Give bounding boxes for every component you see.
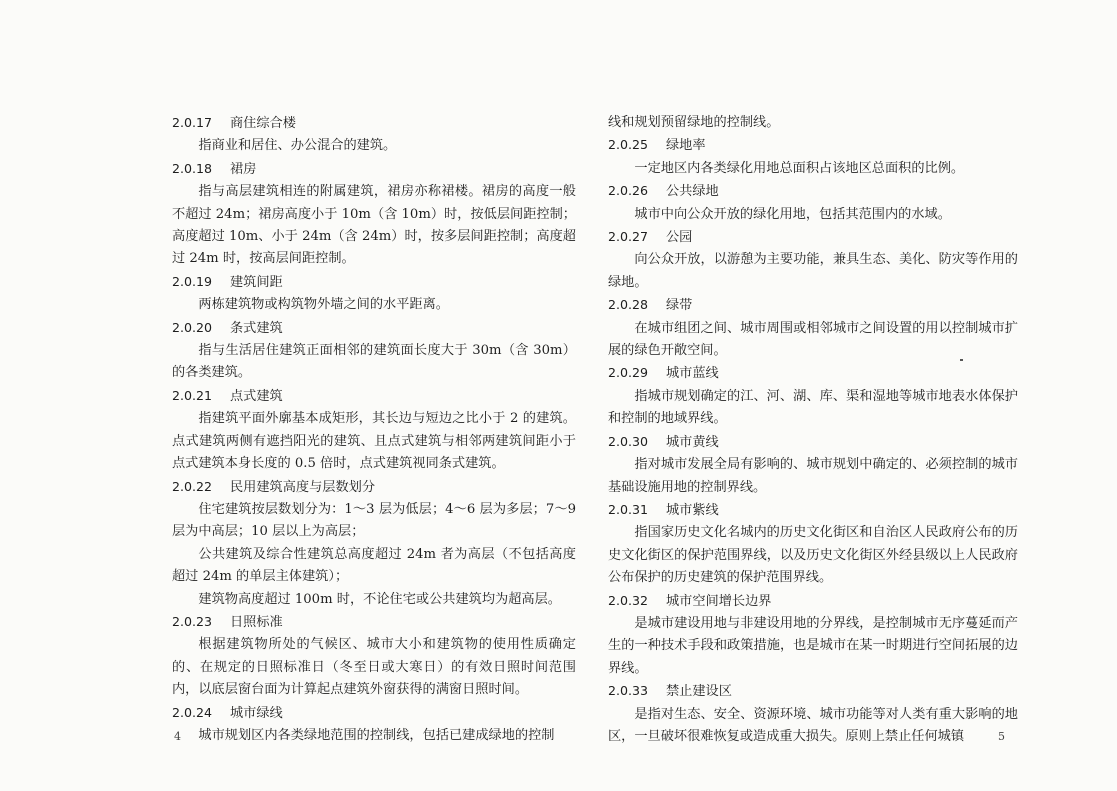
definition-paragraph: 指国家历史文化名城内的历史文化街区和自治区人民政府公布的历史文化街区的保护范围界线，以及历史文化街区外经县级以上人民政府公布保护的历史建筑的保护范围界线。 bbox=[608, 525, 1018, 586]
section-number: 2.0.24 bbox=[172, 704, 213, 720]
section-heading bbox=[608, 499, 1018, 522]
section-title: 公共绿地 bbox=[666, 184, 719, 200]
section-number: 2.0.26 bbox=[608, 183, 649, 199]
scan-speck bbox=[960, 359, 963, 361]
section-number: 2.0.31 bbox=[608, 501, 649, 517]
definition-paragraph: 一定地区内各类绿化用地总面积占该地区总面积的比例。 bbox=[634, 160, 965, 176]
section-heading bbox=[172, 317, 576, 340]
section-heading bbox=[608, 226, 1018, 249]
section-number: 2.0.30 bbox=[608, 433, 649, 449]
section-heading bbox=[608, 431, 1018, 454]
section-number: 2.0.28 bbox=[608, 297, 649, 313]
definition-paragraph: 建筑物高度超过 100m 时，不论住宅或公共建筑均为超高层。 bbox=[198, 591, 561, 607]
definition-paragraph: 向公众开放，以游憩为主要功能，兼具生态、美化、防灾等作用的绿地。 bbox=[608, 252, 1018, 290]
definition-paragraph: 住宅建筑按层数划分为：1～3 层为低层；4～6 层为多层；7～9 层为中高层；10 层以上为高层； bbox=[172, 501, 576, 540]
definition-paragraph: 是城市建设用地与非建设用地的分界线，是控制城市无序蔓延而产生的一种技术手段和政策措施，也是城市在某一时期进行空间拓展的边界线。 bbox=[608, 615, 1018, 676]
section-number: 2.0.25 bbox=[608, 137, 649, 153]
section-title: 绿带 bbox=[666, 298, 693, 314]
section-heading bbox=[608, 362, 1018, 385]
section-title: 禁止建设区 bbox=[666, 684, 732, 700]
section-number: 2.0.17 bbox=[172, 115, 213, 130]
section-title: 建筑间距 bbox=[230, 274, 283, 290]
right-page-content bbox=[608, 112, 1018, 748]
section-title: 公园 bbox=[666, 230, 693, 246]
definition-paragraph: 公共建筑及综合性建筑总高度超过 24m 者为高层（不包括高度超过 24m 的单层主体建筑）； bbox=[172, 546, 576, 585]
definition-paragraph: 指与高层建筑相连的附属建筑，裙房亦称裙楼。裙房的高度一般不超过 24m；裙房高度小于 10m（含 10m）时，按低层间距控制；高度超过 10m、小于 24m（含 24m）时，按多层间距控制；高度超过 24m 时，按高层间距控制。 bbox=[172, 184, 576, 267]
left-page-content bbox=[172, 112, 576, 747]
left-page-number: 4 bbox=[174, 730, 181, 743]
definition-paragraph: 在城市组团之间、城市周围或相邻城市之间设置的用以控制城市扩展的绿色开敞空间。 bbox=[608, 320, 1018, 359]
section-title: 日照标准 bbox=[230, 614, 283, 630]
section-title: 商住综合楼 bbox=[230, 116, 296, 131]
section-heading bbox=[172, 611, 576, 634]
section-heading bbox=[608, 590, 1018, 613]
definition-paragraph: 指与生活居住建筑正面相邻的建筑面长度大于 30m（含 30m）的各类建筑。 bbox=[172, 343, 576, 381]
section-heading bbox=[172, 112, 576, 135]
section-number: 2.0.29 bbox=[608, 365, 649, 381]
definition-paragraph: 根据建筑物所处的气候区、城市大小和建筑物的使用性质确定的、在规定的日照标准日（冬至日或大寒日）的有效日照时间范围内，以底层窗台面为计算起点建筑外窗获得的满窗日照时间。 bbox=[172, 637, 576, 698]
section-title: 城市空间增长边界 bbox=[666, 593, 772, 609]
section-heading bbox=[608, 180, 1018, 203]
section-number: 2.0.22 bbox=[172, 478, 213, 494]
section-title: 城市黄线 bbox=[666, 434, 719, 450]
section-number: 2.0.27 bbox=[608, 229, 649, 245]
right-page bbox=[558, 0, 1117, 791]
section-title: 绿地率 bbox=[666, 138, 706, 154]
section-number: 2.0.33 bbox=[608, 683, 649, 699]
definition-paragraph: 城市中向公众开放的绿化用地，包括其范围内的水域。 bbox=[634, 206, 951, 222]
section-number: 2.0.20 bbox=[172, 319, 213, 335]
section-title: 民用建筑高度与层数划分 bbox=[230, 479, 376, 495]
section-title: 条式建筑 bbox=[230, 320, 283, 336]
section-heading bbox=[172, 702, 576, 725]
section-heading bbox=[608, 680, 1018, 703]
section-heading bbox=[172, 385, 576, 408]
definition-paragraph: 指建筑平面外廓基本成矩形，其长边与短边之比小于 2 的建筑。点式建筑两侧有遮挡阳光的建筑、且点式建筑与相邻两建筑间距小于点式建筑本身长度的 0.5 倍时，点式建筑视同条式建筑。 bbox=[172, 411, 576, 472]
section-title: 城市绿线 bbox=[230, 705, 283, 721]
section-heading bbox=[608, 294, 1018, 317]
section-number: 2.0.21 bbox=[172, 387, 213, 403]
definition-paragraph: 指城市规划确定的江、河、湖、库、渠和湿地等城市地表水体保护和控制的地域界线。 bbox=[608, 388, 1018, 427]
section-title: 城市紫线 bbox=[666, 502, 719, 518]
section-title: 城市蓝线 bbox=[666, 366, 719, 382]
section-number: 2.0.19 bbox=[172, 273, 213, 289]
definition-paragraph: 是指对生态、安全、资源环境、城市功能等对人类有重大影响的地区，一旦破坏很难恢复或造成重大损失。原则上禁止任何城镇 bbox=[608, 706, 1018, 744]
section-heading bbox=[172, 158, 576, 181]
definition-paragraph: 指对城市发展全局有影响的、城市规划中确定的、必须控制的城市基础设施用地的控制界线。 bbox=[608, 457, 1018, 495]
section-title: 点式建筑 bbox=[230, 388, 283, 404]
definition-paragraph: 两栋建筑物或构筑物外墙之间的水平距离。 bbox=[198, 297, 449, 313]
section-heading bbox=[608, 134, 1018, 157]
continued-paragraph: 线和规划预留绿地的控制线。 bbox=[608, 115, 780, 130]
section-number: 2.0.32 bbox=[608, 592, 649, 608]
section-number: 2.0.18 bbox=[172, 160, 213, 176]
section-heading bbox=[172, 476, 576, 499]
section-heading bbox=[172, 271, 576, 294]
definition-paragraph: 指商业和居住、办公混合的建筑。 bbox=[198, 138, 397, 154]
section-number: 2.0.23 bbox=[172, 613, 213, 629]
section-title: 裙房 bbox=[230, 161, 257, 177]
definition-paragraph: 城市规划区内各类绿地范围的控制线，包括已建成绿地的控制 bbox=[198, 727, 555, 743]
right-page-number: 5 bbox=[998, 730, 1005, 743]
